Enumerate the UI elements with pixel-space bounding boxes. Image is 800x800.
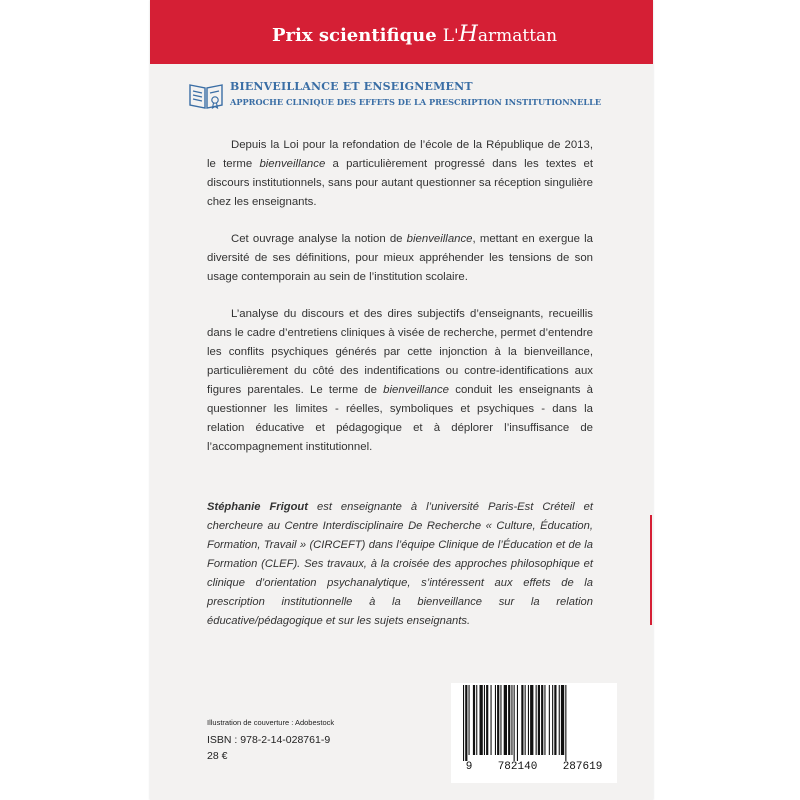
barcode-bar: [497, 685, 499, 755]
barcode-bar: [486, 685, 488, 755]
summary-paragraph: L’analyse du discours et des dires subjectifs d’enseignants, recueillis dans le cadre d’entretiens cliniques à visée de recherche, permet d’entendre les conflits psychiques générés par cette injonction à la bienveillance, particulièrement du côté des indentifications ou contre-identifications aux figures parentales. Le terme de bienveillance conduit les enseignants à questionner les limites - réelles, symboliques et psychiques - dans la relation éducative et pédagogique et à déplorer l’insuffisance de l’accompagnement institutionnel.: [207, 308, 593, 453]
barcode-bar: [525, 685, 526, 755]
barcode-bar: [514, 685, 515, 761]
barcode-bar: [500, 685, 501, 755]
barcode-bar: [528, 685, 529, 755]
barcode-bar: [495, 685, 496, 755]
barcode-group-left: 782140: [497, 761, 538, 773]
book-back-cover: [150, 0, 653, 800]
barcode-bar: [491, 685, 492, 755]
barcode-bar: [465, 685, 467, 761]
barcode-bar: [476, 685, 477, 755]
barcode-bars: [459, 685, 609, 761]
barcode-bar: [480, 685, 483, 755]
author-bio-text: est enseignante à l’université Paris-Est Créteil et chercheure au Centre Interdisciplinaire De Recherche « Culture, Éducation, Formation, Travail » (CIRCEFT) dans l’équipe Clinique de l’Éducation et de la Formation (CLEF). Ses travaux, à la croisée des approches philosophique et clinique d’orientation psychanalytique, s’intéressent aux effets de la prescription institutionnelle à la bienveillance sur la relation éducative/pédagogique et sur les sujets enseignants.: [207, 501, 594, 627]
isbn-barcode: [451, 683, 617, 783]
barcode-digits: [451, 761, 617, 773]
author-name: Stéphanie Frigout: [207, 501, 308, 513]
barcode-bar: [530, 685, 533, 755]
summary-paragraph: Cet ouvrage analyse la notion de bienveillance, mettant en exergue la diversité de ses définitions, pour mieux appréhender les tensions de son usage contemporain au sein de l’institution scolaire.: [207, 233, 593, 283]
book-heading: [188, 80, 648, 120]
barcode-bar: [561, 685, 564, 755]
summary-paragraph: Depuis la Loi pour la refondation de l’école de la République de 2013, le terme bienveillance a particulièrement progressé dans les textes et discours institutionnels, sans pour autant questionner sa réception singulière chez les enseignants.: [207, 139, 594, 208]
publication-credits: [207, 717, 334, 764]
price: 28 €: [207, 750, 228, 762]
book-with-award-icon: [188, 80, 224, 112]
book-summary: [207, 136, 593, 475]
barcode-bar: [463, 685, 464, 761]
publisher-logo: L'Harmattan: [442, 22, 558, 47]
barcode-bar: [469, 685, 470, 755]
collection-banner: [150, 0, 653, 64]
author-bio: [207, 498, 593, 631]
barcode-bar: [504, 685, 507, 755]
barcode-bar: [508, 685, 510, 755]
illustration-credit: Illustration de couverture : Adobestock: [207, 718, 335, 727]
barcode-bar: [538, 685, 540, 755]
barcode-bar: [511, 685, 512, 755]
isbn: ISBN : 978-2-14-028761-9: [207, 734, 331, 746]
barcode-bar: [559, 685, 560, 755]
barcode-bar: [552, 685, 553, 755]
barcode-group-right: 287619: [562, 761, 603, 773]
barcode-digit-first: 9: [465, 761, 473, 773]
barcode-bar: [549, 685, 550, 755]
barcode-bar: [473, 685, 475, 755]
barcode-bar: [536, 685, 537, 755]
barcode-bar: [554, 685, 556, 755]
barcode-bar: [541, 685, 543, 755]
barcode-bar: [565, 685, 566, 761]
red-accent-line: [650, 515, 652, 625]
book-title: BIENVEILLANCE ET ENSEIGNEMENT: [230, 80, 473, 93]
barcode-bar: [521, 685, 523, 755]
barcode-bar: [484, 685, 485, 755]
barcode-bar: [544, 685, 545, 755]
barcode-bar: [517, 685, 518, 761]
book-subtitle: APPROCHE CLINIQUE DES EFFETS DE LA PRESCRIPTION INSTITUTIONNELLE: [230, 97, 602, 107]
collection-name: Prix scientifique: [272, 25, 437, 46]
banner-title: [272, 22, 557, 47]
